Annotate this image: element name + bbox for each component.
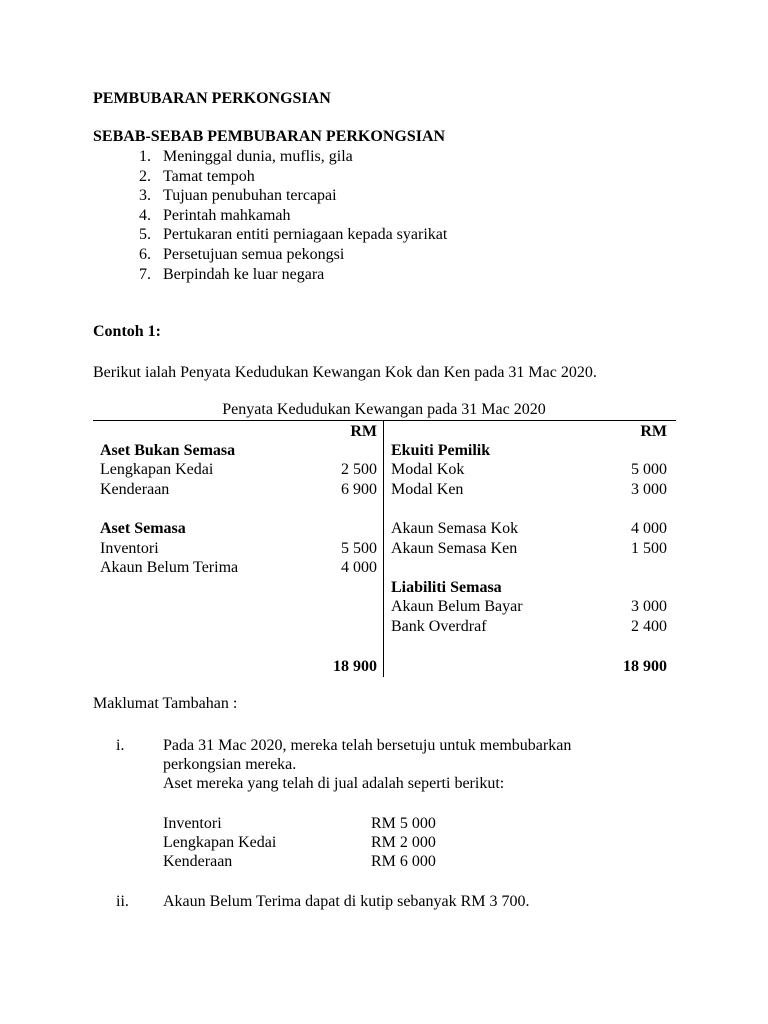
equity-liabilities-total: 18 900 (623, 658, 667, 675)
liability-label: Bank Overdraf (391, 618, 487, 635)
asset-label: Inventori (100, 540, 159, 557)
note-line: Aset mereka yang telah di jual adalah seperti berikut: (163, 775, 505, 792)
sold-asset-amount: RM 6 000 (371, 853, 436, 870)
reasons-heading: SEBAB-SEBAB PEMBUBARAN PERKONGSIAN (93, 128, 446, 145)
additional-info-heading: Maklumat Tambahan : (93, 695, 238, 712)
note-line: Pada 31 Mac 2020, mereka telah bersetuju untuk membubarkan (163, 737, 572, 754)
note-line: perkongsian mereka. (163, 756, 297, 773)
equity-label: Modal Ken (391, 481, 464, 498)
asset-value: 2 500 (341, 461, 377, 478)
current-account-label: Akaun Semasa Kok (391, 520, 519, 537)
note-line: Akaun Belum Terima dapat di kutip sebanyak RM 3 700. (163, 893, 530, 910)
liability-value: 3 000 (631, 598, 667, 615)
current-account-value: 4 000 (631, 520, 667, 537)
asset-label: Kenderaan (100, 481, 170, 498)
example-heading: Contoh 1: (93, 323, 162, 340)
sold-asset-name: Inventori (163, 815, 222, 832)
sold-asset-amount: RM 2 000 (371, 834, 436, 851)
balance-sheet-top-rule (93, 420, 676, 421)
page-title: PEMBUBARAN PERKONGSIAN (93, 90, 331, 107)
sold-asset-amount: RM 5 000 (371, 815, 436, 832)
asset-value: 4 000 (341, 559, 377, 576)
equity-value: 5 000 (631, 461, 667, 478)
balance-sheet-title: Penyata Kedudukan Kewangan pada 31 Mac 2020 (222, 401, 546, 418)
asset-label: Lengkapan Kedai (100, 461, 214, 478)
equity-label: Modal Kok (391, 461, 465, 478)
sold-asset-name: Kenderaan (163, 853, 233, 870)
liability-label: Akaun Belum Bayar (391, 598, 523, 615)
intro-text: Berikut ialah Penyata Kedudukan Kewangan Kok dan Ken pada 31 Mac 2020. (93, 364, 597, 381)
assets-total: 18 900 (333, 658, 377, 675)
current-assets-heading: Aset Semasa (100, 520, 186, 537)
current-account-value: 1 500 (631, 540, 667, 557)
note-number: ii. (116, 893, 129, 910)
asset-label: Akaun Belum Terima (100, 559, 239, 576)
equity-value: 3 000 (631, 481, 667, 498)
note-number: i. (116, 737, 125, 754)
current-liabilities-heading: Liabiliti Semasa (391, 579, 502, 596)
currency-header-left: RM (350, 423, 377, 440)
liability-value: 2 400 (631, 618, 667, 635)
asset-value: 6 900 (341, 481, 377, 498)
noncurrent-assets-heading: Aset Bukan Semasa (100, 442, 236, 459)
currency-header-right: RM (640, 423, 667, 440)
current-account-label: Akaun Semasa Ken (391, 540, 518, 557)
sold-asset-name: Lengkapan Kedai (163, 834, 277, 851)
balance-sheet-divider (383, 420, 384, 677)
asset-value: 5 500 (341, 540, 377, 557)
equity-heading: Ekuiti Pemilik (391, 442, 491, 459)
